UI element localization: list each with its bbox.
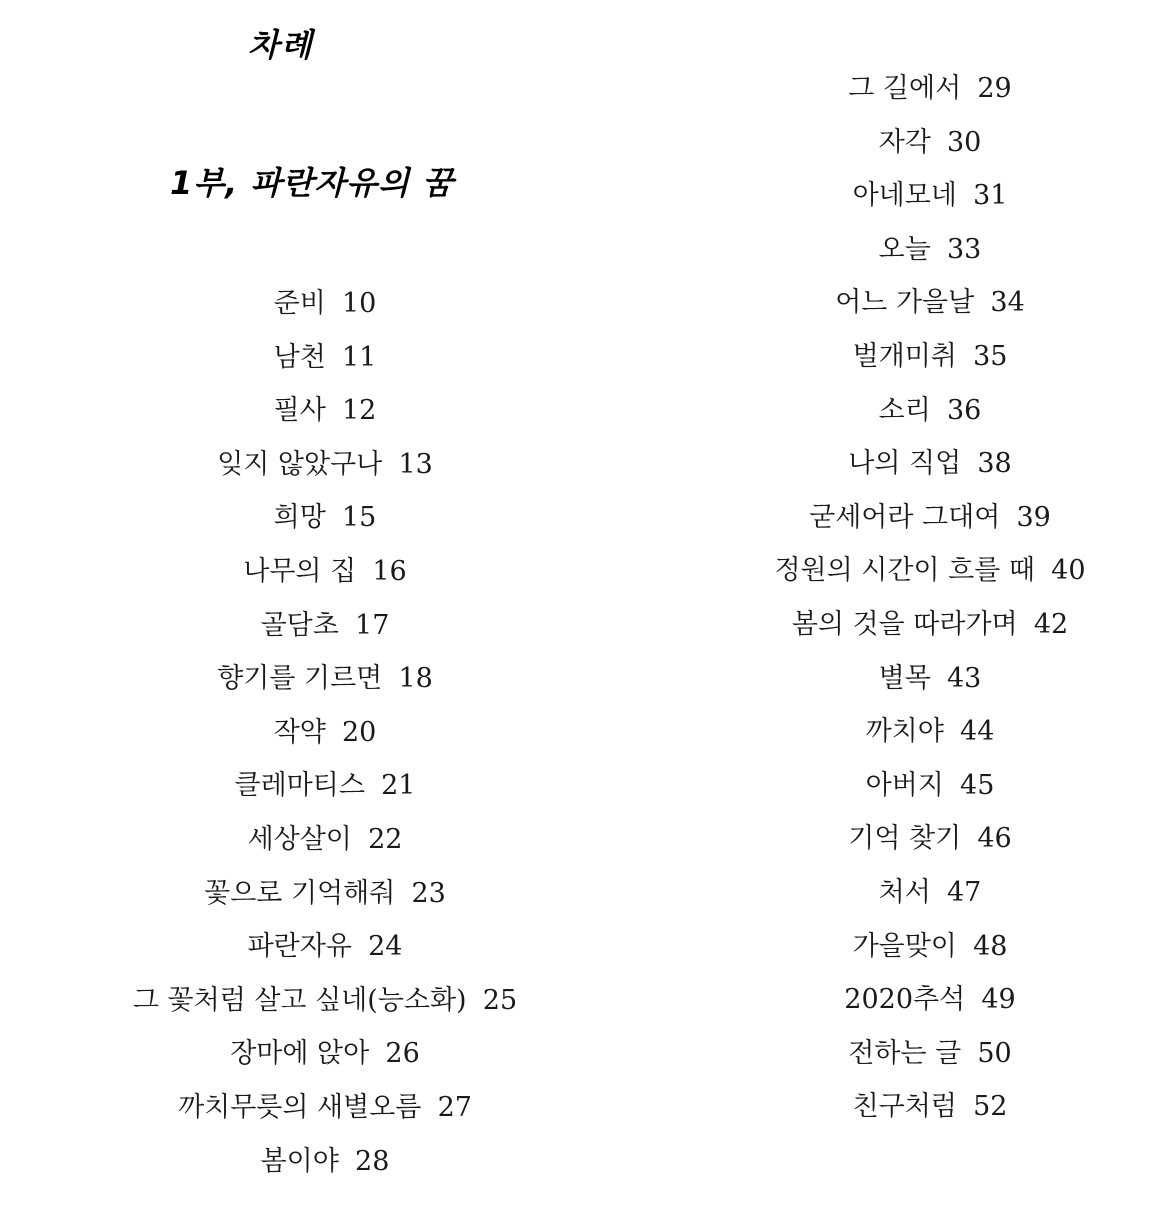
toc-entry (100, 759, 550, 813)
toc-entry (700, 330, 1160, 384)
toc-entry (700, 1080, 1160, 1134)
toc-entry-page-number: 40 (1051, 555, 1086, 587)
toc-entry-title: 가을맞이 (852, 930, 957, 962)
toc-entry-page-number: 50 (977, 1037, 1012, 1069)
toc-right-column (700, 62, 1160, 1134)
toc-entry (100, 384, 550, 438)
toc-entry-page-number: 43 (947, 662, 982, 694)
toc-entry (100, 867, 550, 921)
toc-entry-title: 친구처럼 (852, 1091, 957, 1123)
toc-entry-title: 나의 직업 (848, 448, 962, 480)
toc-entry (700, 1027, 1160, 1081)
toc-entry-title: 그 꽃처럼 살고 싶네(능소화) (132, 984, 467, 1016)
toc-entry (700, 866, 1160, 920)
toc-entry (700, 491, 1160, 545)
toc-entry-title: 2020추석 (844, 984, 966, 1016)
toc-entry-page-number: 46 (977, 823, 1012, 855)
toc-entry-title: 까치야 (865, 716, 944, 748)
toc-entry-page-number: 21 (381, 770, 416, 802)
toc-entry-title: 향기를 기르면 (217, 663, 383, 695)
toc-entry-page-number: 11 (342, 341, 377, 373)
toc-entry-title: 골담초 (260, 609, 339, 641)
toc-entry (100, 920, 550, 974)
toc-entry-page-number: 29 (977, 73, 1012, 104)
toc-entry (100, 652, 550, 706)
toc-entry-title: 꽃으로 기억해줘 (204, 877, 396, 909)
toc-entry (700, 276, 1160, 330)
toc-entry-page-number: 36 (947, 394, 982, 426)
toc-entry-page-number: 15 (342, 502, 377, 534)
toc-entry-page-number: 52 (973, 1091, 1008, 1123)
toc-entry-page-number: 10 (342, 288, 377, 319)
toc-entry-page-number: 24 (368, 931, 403, 963)
toc-entry (700, 116, 1160, 170)
toc-entry-page-number: 16 (372, 555, 407, 587)
toc-entry (700, 598, 1160, 652)
toc-entry-page-number: 44 (960, 716, 995, 748)
toc-entry (100, 438, 550, 492)
toc-entry-page-number: 12 (342, 395, 377, 427)
toc-entry-page-number: 30 (947, 126, 982, 158)
toc-entry (100, 599, 550, 653)
toc-entry-page-number: 38 (977, 448, 1012, 480)
toc-entry-title: 필사 (273, 395, 326, 427)
toc-entry-page-number: 28 (355, 1145, 390, 1177)
toc-entry (100, 1027, 550, 1081)
toc-entry (100, 813, 550, 867)
toc-entry (700, 544, 1160, 598)
toc-entry (700, 62, 1160, 116)
toc-entry-title: 벌개미취 (852, 340, 957, 372)
toc-entry-title: 그 길에서 (848, 73, 962, 104)
toc-entry-page-number: 17 (355, 609, 390, 641)
toc-entry-page-number: 26 (385, 1038, 420, 1070)
toc-entry-title: 봄이야 (260, 1145, 339, 1177)
toc-entry (100, 1081, 550, 1135)
toc-entry (700, 437, 1160, 491)
toc-entry-title: 정원의 시간이 흐를 때 (774, 555, 1035, 587)
toc-entry-title: 준비 (273, 288, 326, 319)
toc-entry-page-number: 18 (398, 663, 433, 695)
toc-entry (100, 1135, 550, 1189)
toc-entry-title: 아네모네 (852, 180, 957, 212)
toc-entry (100, 277, 550, 331)
toc-entry (700, 812, 1160, 866)
toc-entry (700, 705, 1160, 759)
toc-entry (100, 545, 550, 599)
toc-entry-title: 까치무릇의 새별오름 (178, 1091, 422, 1123)
toc-entry-page-number: 27 (437, 1091, 472, 1123)
toc-entry (700, 920, 1160, 974)
toc-entry-title: 아버지 (865, 769, 944, 801)
toc-entry (700, 384, 1160, 438)
toc-entry-page-number: 20 (342, 716, 377, 748)
toc-entry-title: 자각 (878, 126, 931, 158)
toc-entry-title: 별목 (878, 662, 931, 694)
toc-entry-title: 남천 (273, 341, 326, 373)
toc-entry-page-number: 23 (411, 877, 446, 909)
toc-entry-page-number: 48 (973, 930, 1008, 962)
toc-entry (100, 331, 550, 385)
toc-entry-title: 잊지 않았구나 (217, 448, 383, 480)
toc-entry-title: 나무의 집 (243, 555, 357, 587)
toc-entry-title: 굳세어라 그대여 (809, 501, 1001, 533)
toc-entry-title: 세상살이 (247, 823, 352, 855)
toc-entry-title: 기억 찾기 (848, 823, 962, 855)
toc-title: 차례 (248, 26, 314, 64)
toc-entry-title: 작약 (273, 716, 326, 748)
toc-entry-title: 파란자유 (247, 931, 352, 963)
toc-entry-title: 전하는 글 (848, 1037, 962, 1069)
toc-left-column (100, 277, 550, 1188)
part-title: 1부, 파란자유의 꿈 (170, 164, 455, 202)
toc-entry-title: 어느 가을날 (835, 287, 975, 319)
toc-entry-page-number: 25 (482, 984, 518, 1016)
toc-entry-title: 장마에 앉아 (230, 1038, 370, 1070)
toc-entry-page-number: 47 (947, 876, 982, 908)
toc-entry-page-number: 33 (947, 233, 982, 265)
toc-entry (700, 973, 1160, 1027)
toc-entry-page-number: 31 (973, 180, 1008, 212)
toc-entry-page-number: 34 (990, 287, 1025, 319)
toc-entry-title: 희망 (273, 502, 326, 534)
toc-entry (700, 223, 1160, 277)
toc-entry (100, 706, 550, 760)
toc-entry (700, 169, 1160, 223)
toc-entry-title: 처서 (878, 876, 931, 908)
toc-entry (700, 652, 1160, 706)
toc-entry-title: 소리 (878, 394, 931, 426)
toc-entry-title: 봄의 것을 따라가며 (791, 608, 1018, 640)
toc-entry-title: 클레마티스 (234, 770, 365, 802)
toc-entry-page-number: 22 (368, 823, 403, 855)
toc-entry-page-number: 42 (1033, 608, 1069, 640)
toc-entry-page-number: 49 (981, 984, 1016, 1016)
toc-entry (700, 759, 1160, 813)
toc-entry-page-number: 35 (973, 340, 1008, 372)
toc-entry (100, 491, 550, 545)
toc-entry-title: 오늘 (878, 233, 931, 265)
toc-entry-page-number: 39 (1016, 501, 1051, 533)
toc-entry-page-number: 45 (960, 769, 995, 801)
toc-entry-page-number: 13 (398, 448, 433, 480)
toc-entry (100, 974, 550, 1028)
